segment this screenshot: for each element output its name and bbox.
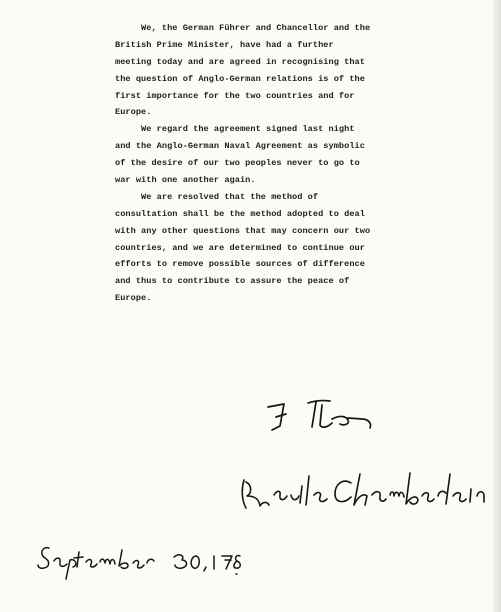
handwritten-date-mark	[34, 536, 244, 586]
paragraph-1-line-1: We, the German Führer and Chancellor and the	[115, 23, 371, 33]
paragraph-3-line-4: countries, and we are determined to continue our	[115, 242, 365, 253]
paragraph-3-line-5: efforts to remove possible sources of difference	[115, 259, 365, 270]
paragraph-1-line-3: meeting today and are agreed in recognising that	[115, 56, 365, 67]
paragraph-1-line-4: the question of Anglo-German relations is of the	[115, 73, 365, 84]
chamberlain-signature	[234, 462, 499, 527]
paragraph-2-line-2: and the Anglo-German Naval Agreement as symbolic	[115, 141, 365, 152]
page-edge	[493, 0, 501, 612]
paragraph-3-line-3: with any other questions that may concern our two	[115, 225, 371, 236]
paragraph-2-line-1: We regard the agreement signed last night	[115, 124, 355, 135]
hitler-signature-mark	[262, 395, 412, 441]
chamberlain-signature-mark	[234, 462, 499, 522]
paragraph-1-line-6: Europe.	[115, 107, 152, 118]
typed-declaration	[115, 20, 445, 307]
paragraph-1-line-2: British Prime Minister, have had a further	[115, 39, 334, 50]
paragraph-2-line-3: of the desire of our two peoples never to go to	[115, 158, 360, 169]
paragraph-3-line-1: We are resolved that the method of	[115, 191, 319, 202]
paragraph-3-line-7: Europe.	[115, 293, 152, 304]
hitler-signature	[262, 395, 412, 446]
paragraph-3-line-6: and thus to contribute to assure the peace of	[115, 276, 350, 287]
paragraph-2-line-4: war with one another again.	[115, 175, 256, 186]
handwritten-date	[34, 536, 244, 591]
paragraph-1-line-5: first importance for the two countries and for	[115, 90, 355, 101]
paragraph-3-line-2: consultation shall be the method adopted to deal	[115, 208, 365, 219]
